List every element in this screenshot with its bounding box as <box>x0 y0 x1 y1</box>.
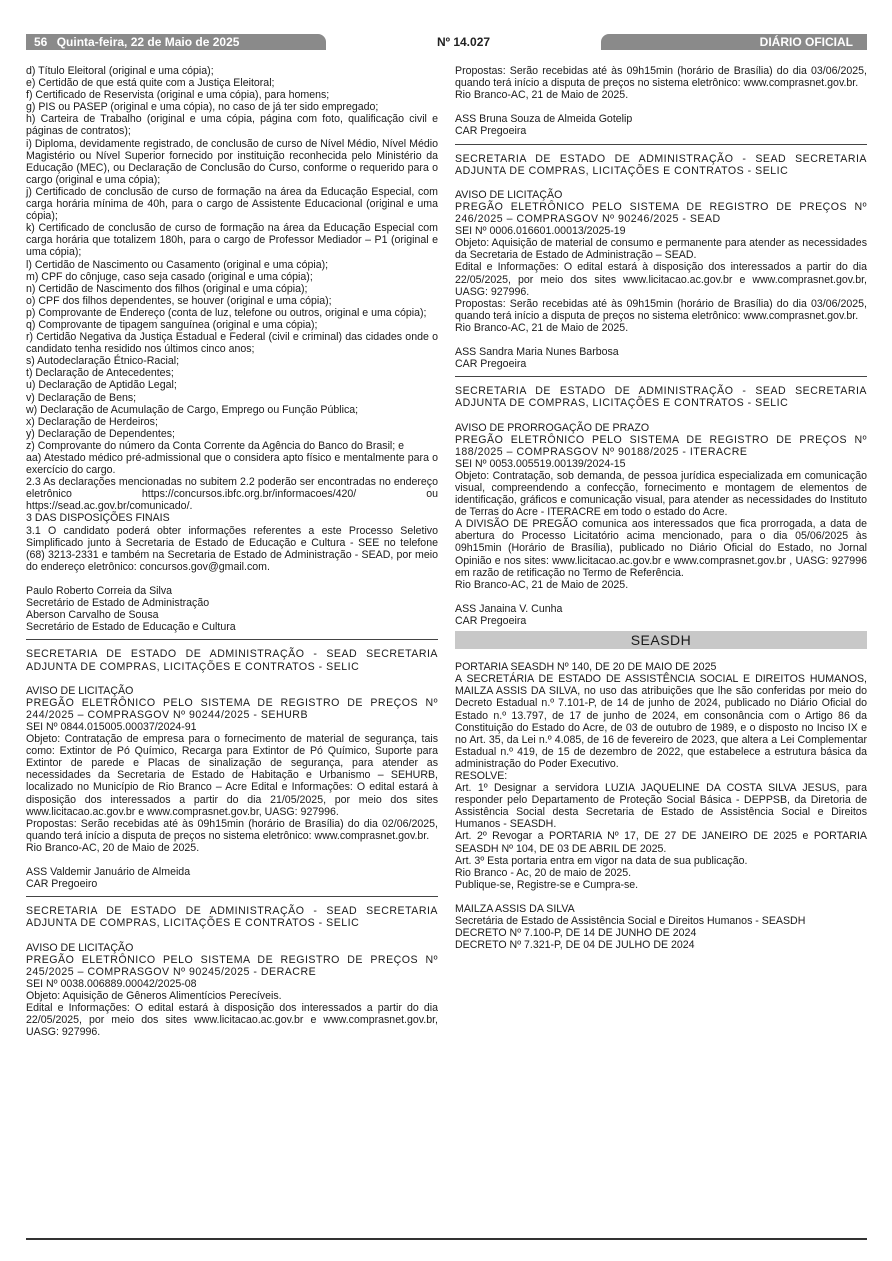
sei-number: SEI Nº 0038.006889.00042/2025-08 <box>26 977 197 990</box>
publique-line: Publique-se, Registre-se e Cumpra-se. <box>455 878 639 891</box>
notice-title: AVISO DE LICITAÇÃO <box>26 684 134 697</box>
signature-role: CAR Pregoeira <box>455 125 527 138</box>
notice-body: A DIVISÃO DE PREGÃO comunica aos interessados que fica prorrogada, a data de abertura do Processo Licitatório acima mencionado, para o dia 05/06/2025 às 09h15min (Horário de Brasília), publicado no Diário Oficial do Estado, no Jornal Opinião e nos sites: www.licitacao.ac.gov.br e www.comprasnet.gov.br , UASG: 927996 em razão de retificação no Termo de Referência. <box>455 518 867 579</box>
list-item: g) PIS ou PASEP (original e uma cópia), no caso de já ter sido empregado; <box>26 101 379 114</box>
page-number: 56 <box>34 35 48 49</box>
seasdh-banner: SEASDH <box>455 631 867 649</box>
section-divider <box>26 896 438 897</box>
list-item: m) CPF do cônjuge, caso seja casado (original e uma cópia); <box>26 270 313 283</box>
decree-line: DECRETO Nº 7.321-P, DE 04 DE JULHO DE 2024 <box>455 939 695 952</box>
portaria-intro: A SECRETÁRIA DE ESTADO DE ASSISTÊNCIA SOCIAL E DIREITOS HUMANOS, MAILZA ASSIS DA SILVA, no uso das atribuições que lhe são conferidas por meio do Decreto Estadual n.º 7.101-P, de 14 de junho de 2024, publicado no Diário Oficial do Estado n.º 13.797, de 17 de junho de 2024, em consonância com o Artigo 86 da Constituição do Estado do Acre, de 03 de outubro de 1989, e o disposto no Inciso IX e no Art. 35, da Lei n.º 4.085, de 16 de fevereiro de 2023, que altera a Lei Complementar Estadual n.º 419, de 15 de dezembro de 2022, que estabelece a estrutura básica da administração do Poder Executivo. <box>455 673 867 770</box>
publication-name: DIÁRIO OFICIAL <box>759 35 853 49</box>
signature-ass: ASS Janaina V. Cunha <box>455 602 563 615</box>
objeto-text: Objeto: Aquisição de Gêneros Alimentícios Perecíveis. <box>26 989 282 1002</box>
issue-number: Nº 14.027 <box>436 35 491 49</box>
section-divider <box>455 144 867 145</box>
right-column <box>455 65 867 951</box>
list-item: 3 DAS DISPOSIÇÕES FINAIS <box>26 512 170 525</box>
list-item: l) Certidão de Nascimento ou Casamento (original e uma cópia); <box>26 258 329 271</box>
list-item: i) Diploma, devidamente registrado, de conclusão de curso de Nível Médio, Nível Médio Magistério ou Nível Superior fornecido por instituição reconhecida pelo Ministério da Educação (MEC), ou Declaração de Conclusão do Curso, conforme o requerido para o cargo (original e uma cópia); <box>26 137 438 186</box>
list-item: s) Autodeclaração Étnico-Racial; <box>26 355 180 368</box>
sei-number: SEI Nº 0844.015005.00037/2024-91 <box>26 720 197 733</box>
place-date: Rio Branco-AC, 20 de Maio de 2025. <box>26 841 200 854</box>
list-item: v) Declaração de Bens; <box>26 391 137 404</box>
signature-ass: ASS Valdemir Januário de Almeida <box>26 866 191 879</box>
list-item: d) Título Eleitoral (original e uma cópia); <box>26 65 214 77</box>
sei-number: SEI Nº 0006.016601.00013/2025-19 <box>455 225 626 238</box>
resolve-label: RESOLVE: <box>455 769 508 782</box>
list-item: e) Certidão de que está quite com a Justiça Eleitoral; <box>26 77 275 90</box>
section-heading: SECRETARIA DE ESTADO DE ADMINISTRAÇÃO - SEAD SECRETARIA ADJUNTA DE COMPRAS, LICITAÇÕES E CONTRATOS - SELIC <box>26 905 438 930</box>
signature-ass: ASS Bruna Souza de Almeida Gotelip <box>455 113 633 126</box>
propostas-text: Propostas: Serão recebidas até às 09h15min (horário de Brasília) do dia 03/06/2025, quando terá início a disputa de preços no sistema eletrônico: www.comprasnet.gov.br. <box>455 297 867 322</box>
place-date: Rio Branco - Ac, 20 de maio de 2025. <box>455 866 632 879</box>
signer-name: MAILZA ASSIS DA SILVA <box>455 903 575 915</box>
place-date: Rio Branco-AC, 21 de Maio de 2025. <box>455 578 629 591</box>
section-heading: SECRETARIA DE ESTADO DE ADMINISTRAÇÃO - SEAD SECRETARIA ADJUNTA DE COMPRAS, LICITAÇÕES E CONTRATOS - SELIC <box>26 648 438 673</box>
article-1: Art. 1º Designar a servidora LUZIA JAQUELINE DA COSTA SILVA JESUS, para responder pelo Departamento de Proteção Social Básica - DEPPSB, da Diretoria de Assistência Social desta Secretaria de Estado de Assistência Social e Direitos Humanos - SEASDH. <box>455 782 867 831</box>
page-header <box>26 34 867 50</box>
list-item: n) Certidão de Nascimento dos filhos (original e uma cópia); <box>26 282 308 295</box>
list-item: t) Declaração de Antecedentes; <box>26 367 174 380</box>
list-item: h) Carteira de Trabalho (original e uma cópia, página com foto, qualificação civil e páginas de contratos); <box>26 113 438 138</box>
objeto-text: Objeto: Contratação de empresa para o fornecimento de material de segurança, tais como: Extintor de Pó Químico, Recarga para Extintor de Pó Químico, Suporte para Extintor de parede e Placas de sinalização de segurança, para atender as necessidades da Secretaria de Estado de Habitação e Urbanismo – SEHURB, localizado no Município de Rio Branco – Acre Edital e Informações: O edital estará à disposição dos interessados a partir do dia 21/05/2025, por meio dos sites www.licitacao.ac.gov.br e www.comprasnet.gov.br, UASG: 927996. <box>26 733 438 818</box>
signature-line: Aberson Carvalho de Sousa <box>26 609 159 622</box>
signature-ass: ASS Sandra Maria Nunes Barbosa <box>455 346 619 359</box>
list-item: u) Declaração de Aptidão Legal; <box>26 379 177 392</box>
list-item: y) Declaração de Dependentes; <box>26 427 175 440</box>
list-item: aa) Atestado médico pré-admissional que o considera apto físico e mentalmente para o exercício do cargo. <box>26 452 438 477</box>
objeto-text: Objeto: Aquisição de material de consumo e permanente para atender as necessidades da Secretaria de Estado de Administração – SEAD. <box>455 237 867 262</box>
pregao-line: PREGÃO ELETRÔNICO PELO SISTEMA DE REGISTRO DE PREÇOS Nº 245/2025 – COMPRASGOV Nº 90245/2025 - DERACRE <box>26 953 438 978</box>
section-divider <box>26 639 438 640</box>
list-item: 2.3 As declarações mencionadas no subitem 2.2 poderão ser encontradas no endereço eletrônico https://concursos.ibfc.org.br/informacoes/420/ ou https://sead.ac.gov.br/comunicado/. <box>26 476 438 513</box>
section-divider <box>455 376 867 377</box>
edital-text: Edital e Informações: O edital estará à disposição dos interessados a partir do dia 22/05/2025, por meio dos sites www.licitacao.ac.gov.br e www.comprasnet.gov.br, UASG: 927996. <box>455 261 867 298</box>
article-2: Art. 2º Revogar a PORTARIA Nº 17, DE 27 DE JANEIRO DE 2025 e PORTARIA SEASDH Nº 104, DE 03 DE ABRIL DE 2025. <box>455 830 867 855</box>
notice-title: AVISO DE PRORROGAÇÃO DE PRAZO <box>455 421 650 434</box>
objeto-text: Objeto: Contratação, sob demanda, de pessoa jurídica especializada em comunicação visual, compreendendo a confecção, fornecimento e montagem de elementos de identificação, gráficos e comunicação visual, para atender as necessidades do Instituto de Terras do Acre - ITERACRE em todo o estado do Acre. <box>455 469 867 519</box>
notice-title: AVISO DE LICITAÇÃO <box>455 188 563 201</box>
list-item: f) Certificado de Reservista (original e uma cópia), para homens; <box>26 89 330 102</box>
pregao-line: PREGÃO ELETRÔNICO PELO SISTEMA DE REGISTRO DE PREÇOS Nº 244/2025 – COMPRASGOV Nº 90244/2025 - SEHURB <box>26 696 438 721</box>
list-item: w) Declaração de Acumulação de Cargo, Emprego ou Função Pública; <box>26 403 359 416</box>
pregao-line: PREGÃO ELETRÔNICO PELO SISTEMA DE REGISTRO DE PREÇOS Nº 188/2025 – COMPRASGOV Nº 90188/2025 - ITERACRE <box>455 433 867 458</box>
header-date-band <box>26 34 326 50</box>
signer-role: Secretária de Estado de Assistência Social e Direitos Humanos - SEASDH <box>455 915 806 928</box>
list-item: r) Certidão Negativa da Justiça Estadual e Federal (civil e criminal) das cidades onde o candidato tenha residido nos últimos cinco anos; <box>26 331 438 356</box>
place-date: Rio Branco-AC, 21 de Maio de 2025. <box>455 89 629 102</box>
list-item: k) Certificado de conclusão de curso de formação na área da Educação Especial com carga horária que totalizem 180h, para o cargo de Professor Mediador – P1 (original e uma cópia); <box>26 222 438 259</box>
list-item: 3.1 O candidato poderá obter informações referentes a este Processo Seletivo Simplificado junto à Secretaria de Estado de Educação e Cultura - SEE no telefone (68) 3213-2331 e também na Secretaria de Estado de Administração - SEAD, por meio do endereço eletrônico: concursos.gov@gmail.com. <box>26 524 438 573</box>
left-column <box>26 65 438 1038</box>
signature-role: CAR Pregoeira <box>455 615 527 628</box>
publication-band <box>601 34 867 50</box>
header-date: Quinta-feira, 22 de Maio de 2025 <box>56 35 240 49</box>
list-item: j) Certificado de conclusão de curso de formação na área da Educação Especial, com carga horária mínima de 40h, para o cargo de Assistente Educacional (original e uma cópia); <box>26 185 438 223</box>
section-heading: SECRETARIA DE ESTADO DE ADMINISTRAÇÃO - SEAD SECRETARIA ADJUNTA DE COMPRAS, LICITAÇÕES E CONTRATOS - SELIC <box>455 152 867 177</box>
notice-title: AVISO DE LICITAÇÃO <box>26 941 134 954</box>
signature-role: CAR Pregoeira <box>455 358 527 371</box>
signature-line: Secretário de Estado de Administração <box>26 597 210 610</box>
list-item: p) Comprovante de Endereço (conta de luz, telefone ou outros, original e uma cópia); <box>26 306 427 319</box>
propostas-text: Propostas: Serão recebidas até às 09h15min (horário de Brasília) do dia 02/06/2025, quando terá início a disputa de preços no sistema eletrônico: www.comprasnet.gov.br. <box>26 817 438 842</box>
list-item: x) Declaração de Herdeiros; <box>26 415 158 428</box>
document-list <box>26 65 438 573</box>
portaria-title: PORTARIA SEASDH Nº 140, DE 20 DE MAIO DE 2025 <box>455 661 717 674</box>
pregao-line: PREGÃO ELETRÔNICO PELO SISTEMA DE REGISTRO DE PREÇOS Nº 246/2025 – COMPRASGOV Nº 90246/2025 - SEAD <box>455 200 867 226</box>
signature-line: Paulo Roberto Correia da Silva <box>26 585 173 598</box>
list-item: z) Comprovante do número da Conta Corrente da Agência do Banco do Brasil; e <box>26 439 405 452</box>
propostas-text: Propostas: Serão recebidas até às 09h15min (horário de Brasília) do dia 03/06/2025, quando terá início a disputa de preços no sistema eletrônico: www.comprasnet.gov.br. <box>455 65 867 90</box>
signature-line: Secretário de Estado de Educação e Cultura <box>26 621 236 634</box>
edital-text: Edital e Informações: O edital estará à disposição dos interessados a partir do dia 22/05/2025, por meio dos sites www.licitacao.ac.gov.br e www.comprasnet.gov.br, UASG: 927996. <box>26 1002 438 1039</box>
list-item: q) Comprovante de tipagem sanguínea (original e uma cópia); <box>26 318 318 331</box>
decree-line: DECRETO Nº 7.100-P, DE 14 DE JUNHO DE 2024 <box>455 927 697 940</box>
footer-rule <box>26 1238 867 1240</box>
sei-number: SEI Nº 0053.005519.00139/2024-15 <box>455 457 626 470</box>
list-item: o) CPF dos filhos dependentes, se houver (original e uma cópia); <box>26 294 332 307</box>
section-heading: SECRETARIA DE ESTADO DE ADMINISTRAÇÃO - SEAD SECRETARIA ADJUNTA DE COMPRAS, LICITAÇÕES E CONTRATOS - SELIC <box>455 385 867 410</box>
article-3: Art. 3º Esta portaria entra em vigor na data de sua publicação. <box>455 854 748 867</box>
place-date: Rio Branco-AC, 21 de Maio de 2025. <box>455 321 629 334</box>
signature-role: CAR Pregoeiro <box>26 878 98 891</box>
